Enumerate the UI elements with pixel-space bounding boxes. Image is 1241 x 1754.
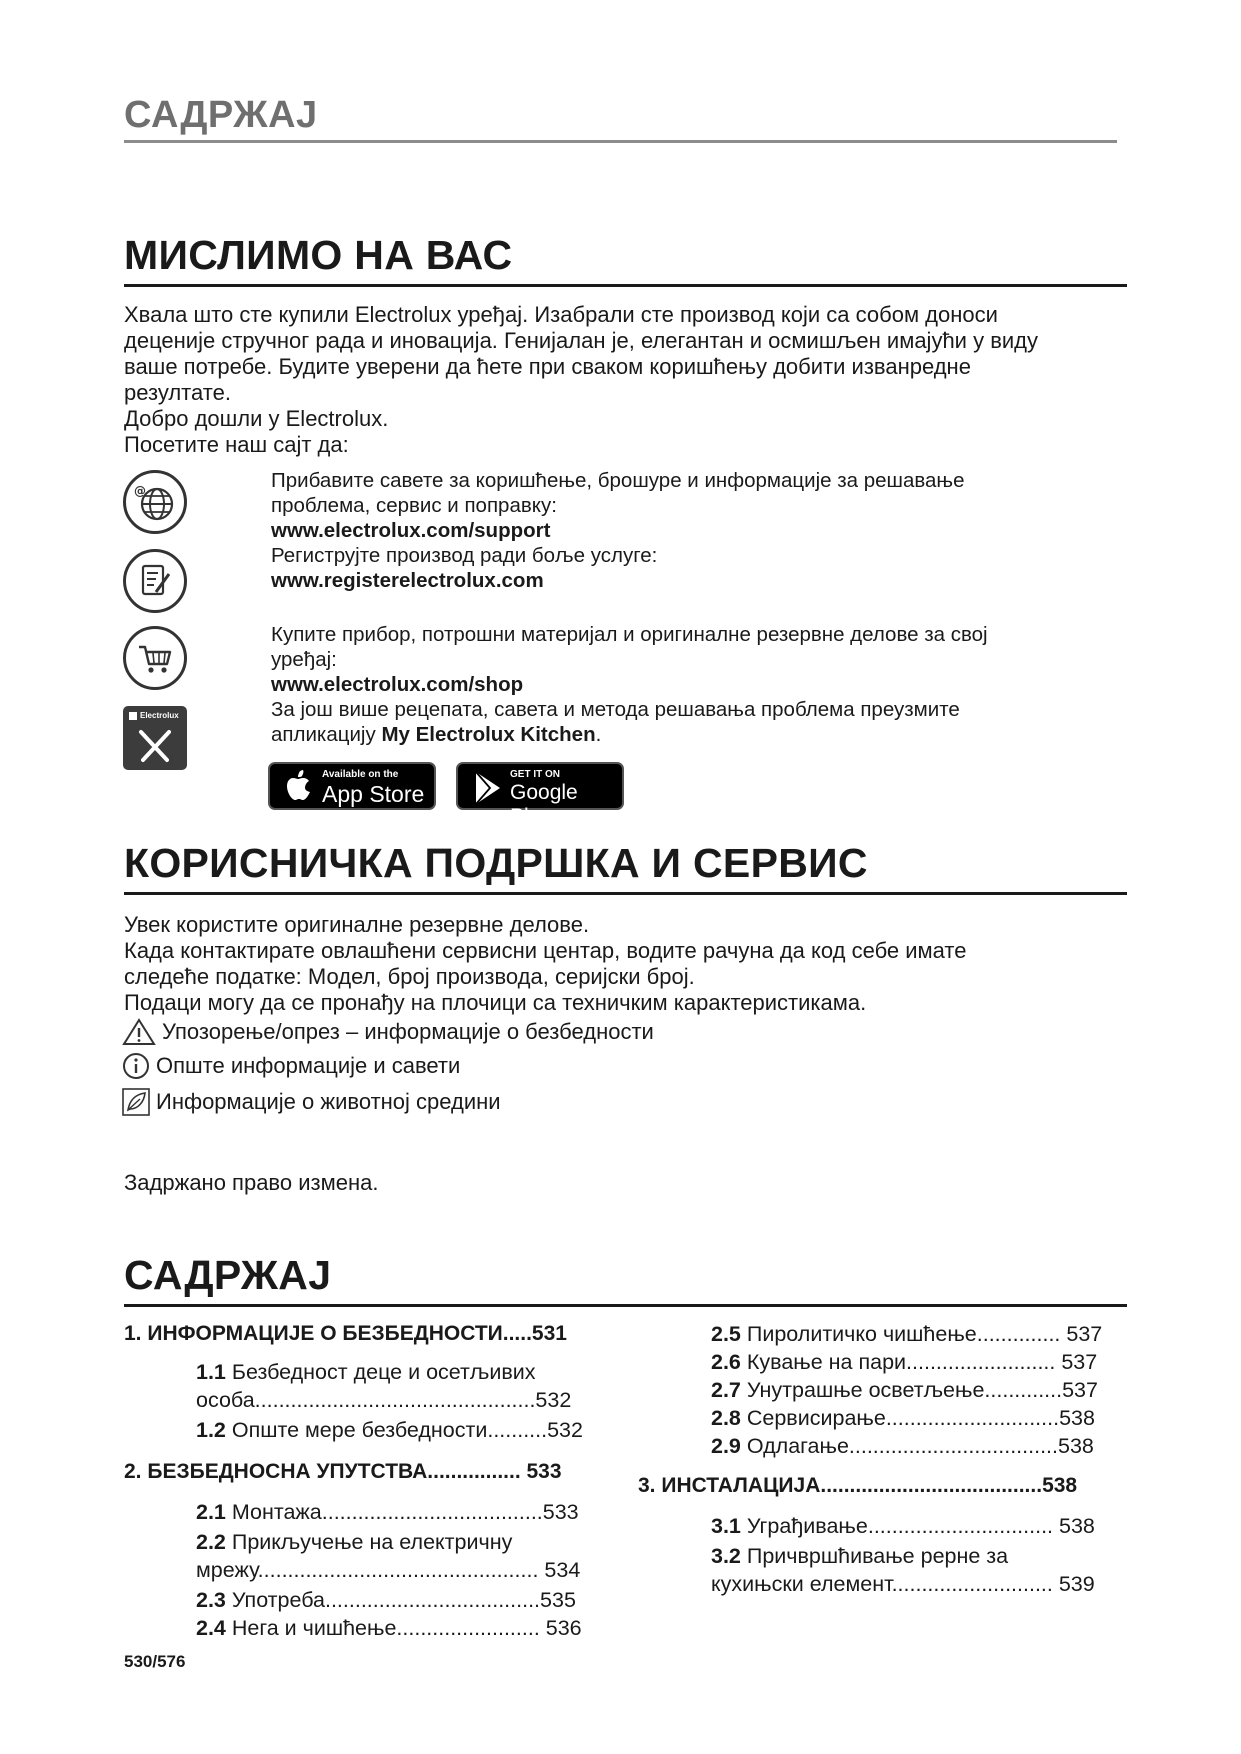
- toc-number: 1.2: [196, 1418, 226, 1442]
- top-page-heading: САДРЖАЈ: [124, 94, 318, 136]
- visit-links-block: [271, 468, 965, 593]
- toc-number: 2.1: [196, 1500, 226, 1524]
- app-text-prefix: апликацију: [271, 723, 382, 746]
- welcome-line: Добро дошли у Electrolux.: [124, 406, 389, 431]
- toc-entry-1[interactable]: 1. ИНФОРМАЦИЈЕ О БЕЗБЕДНОСТИ.....531: [124, 1322, 567, 1345]
- google-play-icon: [470, 768, 504, 808]
- support-line: Када контактирате овлашћени сервисни центар, водите рачуна да код себе имате: [124, 938, 967, 963]
- app-text: За још више рецепата, савета и метода решавања проблема преузмите: [271, 698, 960, 721]
- toc-title: Одлагање...................................538: [740, 1434, 1094, 1458]
- toc-entry-2-7[interactable]: [711, 1376, 1098, 1404]
- toc-entry-3[interactable]: 3. ИНСТАЛАЦИЈА......................................538: [638, 1474, 1078, 1497]
- support-text-block: [124, 912, 967, 1016]
- welcome-line: резултате.: [124, 380, 231, 405]
- toc-number: 2.4: [196, 1616, 226, 1640]
- toc-title: Причвршћивање рерне за: [740, 1544, 1009, 1568]
- support-text: Прибавите савете за коришћење, брошуре и информације за решавање: [271, 469, 965, 492]
- welcome-heading: МИСЛИМО НА ВАС: [124, 232, 513, 278]
- support-text: проблема, сервис и поправку:: [271, 494, 557, 517]
- toc-entry-2-6[interactable]: [711, 1348, 1097, 1376]
- support-line: Увек користите оригиналне резервне делове.: [124, 912, 590, 937]
- toc-number: 2.6: [711, 1350, 741, 1374]
- app-store-label: App Store: [322, 781, 425, 807]
- toc-number: 2.9: [711, 1434, 741, 1458]
- toc-number: 2.2: [196, 1530, 226, 1554]
- shopping-cart-icon: [123, 626, 187, 690]
- toc-entry-2-1[interactable]: [196, 1498, 579, 1526]
- google-play-badge[interactable]: [456, 762, 624, 828]
- toc-divider: [124, 1304, 1127, 1307]
- support-line: Подаци могу да се пронађу на плочици са техничким карактеристикама.: [124, 990, 867, 1015]
- legend-environment: [122, 1088, 501, 1116]
- toc-number: 3.1: [711, 1514, 741, 1538]
- toc-number: 2.7: [711, 1378, 741, 1402]
- welcome-line: деценије стручног рада и иновација. Генијалан је, елегантан и осмишљен имајући у виду: [124, 328, 1039, 353]
- apple-logo-icon: [282, 767, 316, 807]
- toc-title: Нега и чишћење........................ 536: [225, 1616, 582, 1640]
- welcome-line: Посетите наш сајт да:: [124, 432, 349, 457]
- welcome-text: [124, 302, 1038, 458]
- electrolux-kitchen-app-icon: [123, 706, 187, 770]
- app-icon-brand-label: Electrolux: [140, 711, 179, 720]
- welcome-line: Хвала што сте купили Electrolux уређај. Изабрали сте производ који са собом доноси: [124, 302, 998, 327]
- google-play-label: Google Play: [510, 781, 578, 828]
- toc-title: Монтажа.....................................533: [225, 1500, 579, 1524]
- welcome-line: ваше потребе. Будите уверени да ћете при сваком коришћењу добити изванредне: [124, 354, 971, 379]
- toc-title-continued: особа...............................................532: [196, 1388, 572, 1412]
- register-text: Региструјте производ ради боље услуге:: [271, 544, 658, 567]
- toc-title: Уграђивање............................... 538: [740, 1514, 1095, 1538]
- legend-warning-text: Упозорење/опрез – информације о безбедности: [162, 1019, 654, 1044]
- shop-url-link[interactable]: www.electrolux.com/shop: [271, 673, 524, 696]
- toc-entry-2-2[interactable]: [196, 1528, 580, 1584]
- toc-title-continued: мрежу............................................... 534: [196, 1558, 581, 1582]
- support-heading: КОРИСНИЧКА ПОДРШКА И СЕРВИС: [124, 840, 868, 886]
- registration-form-icon: [123, 549, 187, 613]
- support-url-link[interactable]: www.electrolux.com/support: [271, 519, 551, 542]
- register-url-link[interactable]: www.registerelectrolux.com: [271, 569, 544, 592]
- toc-entry-2-5[interactable]: [711, 1320, 1102, 1348]
- toc-title: Употреба....................................535: [225, 1588, 576, 1612]
- warning-icon: [122, 1018, 156, 1046]
- toc-entry-2-9[interactable]: [711, 1432, 1094, 1460]
- toc-title: Унутрашње осветљење.............537: [740, 1378, 1098, 1402]
- legend-info: [122, 1052, 460, 1080]
- top-divider: [124, 140, 1117, 143]
- toc-title: Опште мере безбедности..........532: [225, 1418, 583, 1442]
- toc-title: Пиролитичко чишћење.............. 537: [740, 1322, 1103, 1346]
- shop-text: Купите прибор, потрошни материјал и оригиналне резервне делове за свој: [271, 623, 988, 646]
- toc-entry-3-1[interactable]: [711, 1512, 1095, 1540]
- toc-heading: САДРЖАЈ: [124, 1252, 332, 1298]
- toc-entry-2-4[interactable]: [196, 1614, 582, 1642]
- app-store-small-label: Available on the: [322, 769, 399, 780]
- support-line: следеће податке: Модел, број производа, серијски број.: [124, 964, 695, 989]
- toc-title-continued: кухињски елемент........................... 539: [711, 1572, 1095, 1596]
- app-text-suffix: .: [595, 723, 602, 746]
- toc-entry-3-2[interactable]: [711, 1542, 1095, 1598]
- toc-entry-1-2[interactable]: [196, 1416, 583, 1444]
- toc-entry-1-1[interactable]: [196, 1358, 571, 1414]
- app-text: [271, 722, 988, 747]
- shop-block: [271, 622, 988, 747]
- app-store-badge[interactable]: [268, 762, 436, 810]
- shop-text: уређај:: [271, 648, 337, 671]
- leaf-icon: [122, 1088, 152, 1116]
- svg-text:@: @: [134, 484, 146, 498]
- toc-number: 2.8: [711, 1406, 741, 1430]
- rights-reserved-note: Задржано право измена.: [124, 1170, 379, 1195]
- support-divider: [124, 892, 1127, 895]
- toc-number: 3.2: [711, 1544, 741, 1568]
- toc-number: 2.3: [196, 1588, 226, 1612]
- toc-number: 2.5: [711, 1322, 741, 1346]
- legend-environment-text: Информације о животној средини: [156, 1089, 501, 1114]
- toc-entry-2-8[interactable]: [711, 1404, 1095, 1432]
- legend-warning: [122, 1018, 654, 1046]
- welcome-divider: [124, 284, 1127, 287]
- google-play-small-label: GET IT ON: [510, 769, 560, 780]
- app-name: My Electrolux Kitchen: [381, 723, 596, 746]
- toc-number: 1.1: [196, 1360, 226, 1384]
- toc-title: Сервисирање.............................538: [740, 1406, 1095, 1430]
- toc-title: Прикључење на електричну: [225, 1530, 513, 1554]
- legend-info-text: Опште информације и савети: [156, 1053, 461, 1078]
- info-icon: [122, 1052, 152, 1080]
- globe-web-icon: [123, 470, 187, 534]
- toc-title: Кување на пари......................... 537: [740, 1350, 1098, 1374]
- toc-entry-2[interactable]: 2. БЕЗБЕДНОСНА УПУТСТВА................ 533: [124, 1460, 562, 1483]
- page-number: 530/576: [124, 1652, 186, 1671]
- toc-entry-2-3[interactable]: [196, 1586, 576, 1614]
- toc-title: Безбедност деце и осетљивих: [225, 1360, 536, 1384]
